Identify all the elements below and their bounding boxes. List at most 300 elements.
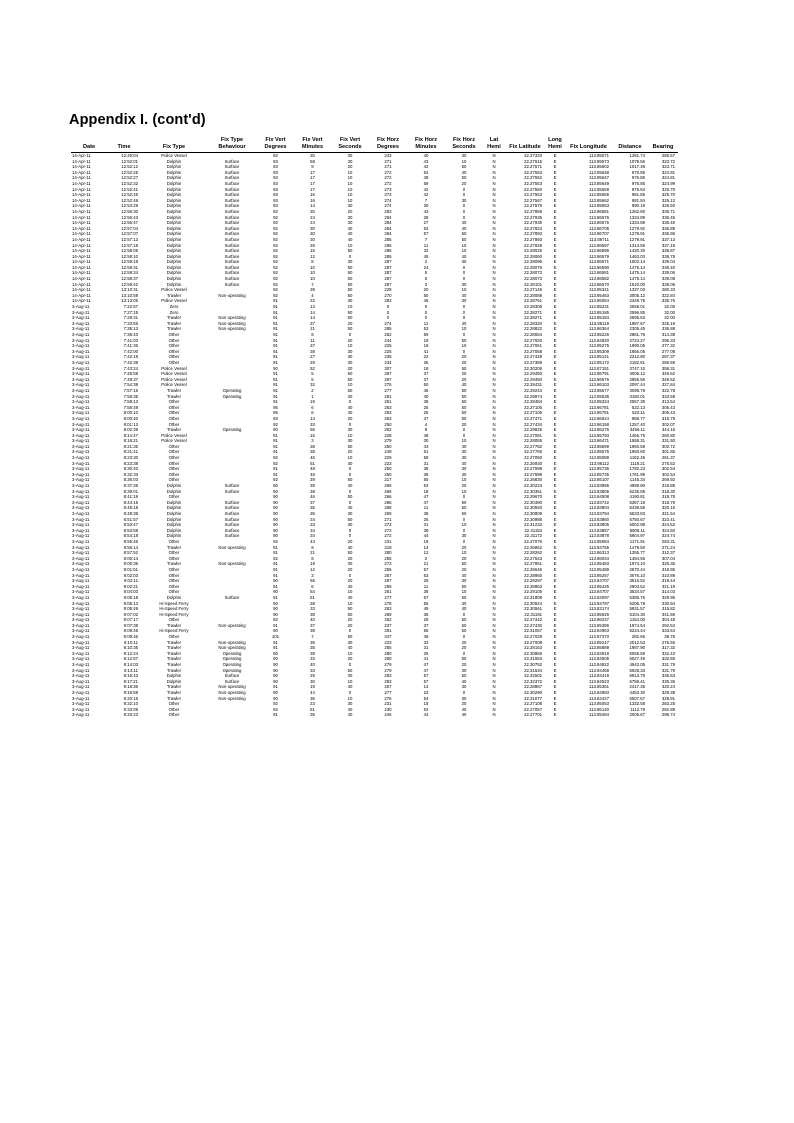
table-cell: 9:00:36 <box>123 561 138 567</box>
table-cell: 30 <box>310 231 315 237</box>
table-cell: 50 <box>461 393 467 399</box>
table-cell: 22.31232 <box>524 522 542 528</box>
table-cell: 50 <box>347 326 353 332</box>
table-cell: N <box>492 393 496 399</box>
table-cell: 44 <box>423 712 429 718</box>
table-cell: 30 <box>347 298 353 304</box>
table-cell: 22.30809 <box>524 511 542 516</box>
table-cell: 30 <box>347 438 353 444</box>
table-cell: E <box>553 695 557 701</box>
table-cell: 30 <box>347 354 353 360</box>
column-header: Fix Vert Degrees <box>257 137 294 153</box>
table-cell: 217 <box>384 477 392 483</box>
header-row <box>71 137 678 153</box>
table-cell: 22.27643 <box>524 555 542 561</box>
table-cell: 10 <box>461 242 467 248</box>
table-cell: N <box>492 673 496 679</box>
table-cell: 38 <box>310 611 315 617</box>
table-cell: 3-Aug-11 <box>72 382 90 388</box>
table-cell: Non-operating <box>218 684 246 690</box>
table-cell: Surface <box>224 180 240 186</box>
table-cell: 0 <box>348 690 352 695</box>
table-cell: 0 <box>348 527 352 533</box>
table-cell: 1017.48 <box>629 164 645 170</box>
table-cell: 30 <box>461 600 467 606</box>
table-cell: 8:53:47 <box>123 522 138 528</box>
table-cell: 3-Aug-11 <box>72 628 90 634</box>
table-cell: Non-operating <box>218 292 246 298</box>
table-cell: Surface <box>224 164 240 170</box>
table-cell: N <box>492 259 496 265</box>
table-cell: 113.83995 <box>589 483 609 489</box>
table-cell: 50 <box>347 270 353 276</box>
table-cell: N <box>492 645 496 651</box>
table-cell: 32.00 <box>664 309 675 315</box>
table-cell: Non-operating <box>218 690 246 695</box>
table-cell: 287 <box>384 281 392 287</box>
table-cell: 1987.67 <box>629 320 645 326</box>
table-cell: E <box>553 690 557 695</box>
table-cell: 3-Aug-11 <box>72 622 90 628</box>
table-cell: Dolphin <box>166 197 182 203</box>
table-cell: 22.27701 <box>524 712 542 718</box>
table-cell: 324.52 <box>661 522 675 528</box>
table-cell: 338.87 <box>661 248 675 254</box>
table-cell: E <box>553 180 557 186</box>
table-cell: 3-Aug-11 <box>72 606 90 612</box>
table-cell: 13:13:05 <box>121 298 138 304</box>
table-cell: 11 <box>310 337 315 343</box>
table-cell: 90 <box>273 667 278 673</box>
table-cell: 30 <box>347 348 353 354</box>
table-cell: 2903.62 <box>629 583 645 589</box>
table-cell: 50 <box>347 281 353 287</box>
table-cell: 12:59:37 <box>121 276 138 282</box>
table-cell: 283 <box>384 673 392 679</box>
table-cell: 10 <box>347 169 353 175</box>
table-cell: 34 <box>310 533 315 539</box>
table-cell: N <box>492 359 496 365</box>
table-cell: 14-Apr-11 <box>72 197 91 203</box>
table-cell: 10 <box>310 264 315 270</box>
table-cell: 2012.53 <box>629 639 645 645</box>
table-cell: E <box>553 175 557 181</box>
table-cell: 12:59:18 <box>121 259 138 265</box>
table-cell: E <box>553 678 557 684</box>
table-cell: 2881.76 <box>629 332 645 337</box>
table-cell: Surface <box>224 527 240 533</box>
table-cell: Other <box>168 712 180 718</box>
table-cell: 235 <box>384 354 392 360</box>
table-cell: 37 <box>310 499 315 505</box>
table-cell: N <box>492 522 496 528</box>
table-cell: 39.76 <box>664 634 675 640</box>
table-cell: 91 <box>273 544 278 550</box>
table-cell: E <box>553 455 557 461</box>
table-cell: 14-Apr-11 <box>72 214 91 220</box>
table-cell: 0 <box>462 494 466 500</box>
table-cell: 282.66 <box>631 634 645 640</box>
table-cell: 3-Aug-11 <box>72 690 90 695</box>
table-cell: Operating <box>222 387 242 393</box>
table-cell: Dolphin <box>166 527 182 533</box>
table-cell: 40 <box>347 483 353 489</box>
table-cell: 10 <box>461 488 467 494</box>
table-cell: 22.27893 <box>524 236 542 242</box>
table-cell: 5533.83 <box>629 511 645 516</box>
table-cell: 1990.05 <box>629 343 645 349</box>
table-cell: 287 <box>384 264 392 270</box>
table-cell: 12 <box>423 550 429 556</box>
table-cell: 250 <box>384 471 392 477</box>
table-cell: 337.18 <box>661 242 675 248</box>
table-cell: 273 <box>384 561 392 567</box>
table-cell: 1974.54 <box>629 622 645 628</box>
table-cell: 3516.52 <box>629 578 645 584</box>
table-cell: 10 <box>347 343 353 349</box>
table-cell: 12:56:47 <box>121 220 138 226</box>
table-cell: Other <box>168 572 180 578</box>
table-cell: 1313.55 <box>629 242 645 248</box>
table-cell: 3-Aug-11 <box>72 415 90 421</box>
table-cell: 3-Aug-11 <box>72 706 90 712</box>
table-cell: 95 <box>273 410 278 416</box>
table-cell: 7:41:36 <box>123 343 138 349</box>
table-cell: 2 <box>311 387 314 393</box>
table-cell: N <box>492 214 496 220</box>
table-cell: Surface <box>224 225 240 231</box>
table-cell: 20 <box>461 354 467 360</box>
table-cell: E <box>553 231 557 237</box>
table-cell: Non-operating <box>218 622 246 628</box>
table-cell: 45 <box>423 253 429 259</box>
table-cell <box>207 712 257 718</box>
table-cell: N <box>492 499 496 505</box>
table-cell: Trawler <box>166 544 182 550</box>
column-header: Bearing <box>648 137 678 153</box>
table-cell: 50 <box>347 309 353 315</box>
table-cell: 8:41:19 <box>123 494 138 500</box>
table-cell: 113.84983 <box>589 690 609 695</box>
table-cell: 3-Aug-11 <box>72 348 90 354</box>
table-cell: 5 <box>311 376 314 382</box>
table-cell: E <box>553 449 557 455</box>
table-cell: 91 <box>273 712 278 718</box>
table-cell: 976.85 <box>631 180 645 186</box>
table-cell: 4190.81 <box>629 494 645 500</box>
table-cell: 12:52:45 <box>121 192 138 198</box>
table-cell: 1279.91 <box>629 231 645 237</box>
table-cell: 42 <box>423 186 429 192</box>
table-cell: 38 <box>310 600 315 606</box>
table-cell: E <box>553 298 557 304</box>
table-cell: 90 <box>273 499 278 505</box>
table-cell: 22.28089 <box>524 292 542 298</box>
table-cell: 22.27076 <box>524 538 542 544</box>
table-cell: Dolphin <box>166 673 182 679</box>
table-cell: 337.13 <box>661 236 675 242</box>
table-cell: 54 <box>310 589 315 595</box>
table-cell: 9:12:57 <box>123 656 138 662</box>
table-cell: 9:09:46 <box>123 634 138 640</box>
table-cell: Dolphin <box>166 214 182 220</box>
table-cell: 11 <box>423 583 429 589</box>
table-cell: 266 <box>384 494 392 500</box>
table-cell: 11 <box>423 505 429 511</box>
table-cell: 50 <box>423 292 429 298</box>
table-cell: Trawler <box>166 667 182 673</box>
table-cell: 976.85 <box>631 175 645 181</box>
table-cell: E <box>553 404 557 410</box>
table-cell: 39 <box>310 287 315 293</box>
table-cell: 330.94 <box>661 600 675 606</box>
table-cell: 113.83804 <box>589 505 609 511</box>
table-cell: 22.31653 <box>524 656 542 662</box>
table-cell: 50 <box>461 164 467 170</box>
table-cell: N <box>492 511 496 516</box>
table-cell: 0 <box>386 304 390 310</box>
table-cell: E <box>553 164 557 170</box>
table-cell: 22.27851 <box>524 561 542 567</box>
table-cell: 285 <box>384 326 392 332</box>
table-cell: 40 <box>461 706 467 712</box>
table-cell: 40 <box>310 617 315 623</box>
table-cell: 9:02:11 <box>123 578 138 584</box>
table-cell: 12:52:32 <box>121 180 138 186</box>
table-cell: 30 <box>347 673 353 679</box>
table-cell: 223 <box>384 460 392 466</box>
table-cell: 35 <box>310 505 315 511</box>
table-cell: 22.28867 <box>524 684 542 690</box>
table-cell: 35 <box>310 645 315 651</box>
table-cell: E <box>553 572 557 578</box>
table-cell: Trawler <box>166 695 182 701</box>
table-cell: 3-Aug-11 <box>72 494 90 500</box>
table-cell: E <box>553 578 557 584</box>
table-cell: 23 <box>310 701 315 707</box>
table-cell: N <box>492 533 496 539</box>
table-cell: 22.28060 <box>524 253 542 259</box>
table-cell: 0 <box>462 264 466 270</box>
table-cell: Hi-Speed Ferry <box>159 628 189 634</box>
table-cell: 30 <box>310 236 315 242</box>
table-cell: 3 <box>311 572 314 578</box>
table-cell: N <box>492 432 496 438</box>
table-cell: E <box>553 538 557 544</box>
table-cell: 32 <box>423 248 429 254</box>
table-cell: N <box>492 253 496 259</box>
table-cell: Trawler <box>166 393 182 399</box>
table-cell: 38 <box>423 471 429 477</box>
table-cell: 91 <box>273 639 278 645</box>
table-cell: 276 <box>384 695 392 701</box>
table-cell: 3-Aug-11 <box>72 449 90 455</box>
table-cell: 3-Aug-11 <box>72 516 90 522</box>
table-cell: 53 <box>423 225 429 231</box>
column-header: Fix Horz Seconds <box>445 137 483 153</box>
table-cell: 0 <box>462 650 466 656</box>
table-cell: 22.31808 <box>524 594 542 600</box>
table-cell: 22.27333 <box>524 153 542 158</box>
table-cell: 338.75 <box>661 253 675 259</box>
table-cell: 22.27616 <box>524 158 542 164</box>
table-cell: N <box>492 690 496 695</box>
table-cell: 24 <box>310 214 315 220</box>
table-cell: 45 <box>423 298 429 304</box>
table-cell: 113.85483 <box>589 561 609 567</box>
table-cell: 50 <box>461 175 467 181</box>
table-cell: 50 <box>461 404 467 410</box>
table-cell: 22.27935 <box>524 220 542 226</box>
table-cell: 1154.00 <box>629 617 645 623</box>
table-cell: 40 <box>461 225 467 231</box>
table-cell: N <box>492 203 496 209</box>
table-cell: 20 <box>461 371 467 377</box>
table-cell: Other <box>168 337 180 343</box>
table-cell: 22.31057 <box>524 628 542 634</box>
table-cell: 22.27389 <box>524 359 542 365</box>
table-cell: 3-Aug-11 <box>72 432 90 438</box>
table-cell: 10 <box>347 455 353 461</box>
table-cell: Other <box>168 443 180 449</box>
table-cell: 9:17:21 <box>123 678 138 684</box>
table-cell: 10 <box>347 650 353 656</box>
table-cell: 14-Apr-11 <box>72 276 91 282</box>
table-cell: 321.54 <box>661 511 675 516</box>
table-cell: 41 <box>423 656 429 662</box>
table-cell: 113.84419 <box>589 673 609 679</box>
table-cell: N <box>492 583 496 589</box>
table-cell: Zero <box>169 309 179 315</box>
table-cell: N <box>492 449 496 455</box>
table-cell: E <box>553 533 557 539</box>
table-cell: N <box>492 354 496 360</box>
table-cell: N <box>492 617 496 623</box>
table-cell: 3 <box>424 281 428 287</box>
table-cell: 35 <box>310 639 315 645</box>
table-cell: Surface <box>224 673 240 679</box>
table-cell: 113.85575 <box>589 449 609 455</box>
table-cell: 2570.44 <box>629 566 645 572</box>
table-cell: Other <box>168 494 180 500</box>
table-cell: 40 <box>423 153 429 158</box>
table-cell: 8:16:21 <box>123 438 138 444</box>
table-cell: 318.30 <box>661 488 675 494</box>
table-cell: 3-Aug-11 <box>72 460 90 466</box>
column-header: Fix Vert Minutes <box>294 137 331 153</box>
table-cell: 3456.11 <box>629 427 645 433</box>
table-cell: Surface <box>224 236 240 242</box>
column-header: Date <box>71 137 107 153</box>
table-cell: 113.85226 <box>589 332 609 337</box>
table-cell: 8:48:38 <box>123 511 138 516</box>
table-cell: E <box>553 443 557 449</box>
table-cell: 7:59:49 <box>123 404 138 410</box>
table-cell: 22.27105 <box>524 410 542 416</box>
table-cell: 51 <box>310 594 315 600</box>
table-cell: 341.58 <box>661 611 675 617</box>
table-cell: 31 <box>423 645 429 651</box>
table-cell: 50 <box>347 494 353 500</box>
table-cell: 50 <box>461 399 467 405</box>
column-header: Long Hemi <box>545 137 565 153</box>
table-cell: 113.86676 <box>589 220 609 226</box>
table-cell: 228 <box>384 432 392 438</box>
table-cell: 988.77 <box>631 415 645 421</box>
table-cell: 1781.99 <box>629 471 645 477</box>
table-cell: 35 <box>423 611 429 617</box>
table-cell: Trawler <box>166 292 182 298</box>
table-cell: 113.84427 <box>589 695 609 701</box>
table-cell: 328.91 <box>661 695 675 701</box>
table-cell: 2658.01 <box>629 304 645 310</box>
table-cell: 325.70 <box>661 192 675 198</box>
table-cell: 318.79 <box>661 499 675 505</box>
table-cell: 283.25 <box>661 701 675 707</box>
table-cell: 2 <box>424 259 428 265</box>
table-cell: 113.85735 <box>589 466 609 472</box>
table-cell: 277 <box>384 387 392 393</box>
table-cell: E <box>553 505 557 511</box>
table-cell: 22.27598 <box>524 466 542 472</box>
table-cell: 302.07 <box>661 421 675 427</box>
table-cell: 252 <box>384 617 392 623</box>
table-cell: 113.86596 <box>589 248 609 254</box>
table-cell: 50 <box>347 667 353 673</box>
table-cell: 3-Aug-11 <box>72 404 90 410</box>
table-cell: 263 <box>384 606 392 612</box>
table-cell: 12:52:49 <box>121 197 138 203</box>
table-cell: 14 <box>310 203 315 209</box>
table-cell: 7:43:24 <box>123 365 138 371</box>
table-cell: 113.86276 <box>589 427 609 433</box>
table-cell: 113.86711 <box>589 236 609 242</box>
table-cell: E <box>553 326 557 332</box>
table-cell: 1502.14 <box>629 259 645 265</box>
table-cell: 243 <box>384 153 392 158</box>
table-cell: N <box>492 639 496 645</box>
table-cell: 3-Aug-11 <box>72 611 90 617</box>
table-cell: 272 <box>384 527 392 533</box>
table-cell: 272 <box>384 522 392 528</box>
table-cell: 90 <box>273 650 278 656</box>
table-cell: 55 <box>310 427 315 433</box>
table-cell: 92 <box>273 701 278 707</box>
table-cell: 93 <box>273 203 278 209</box>
table-cell: 48 <box>310 471 315 477</box>
table-cell: 113.85573 <box>589 158 609 164</box>
table-cell: Dolphin <box>166 488 182 494</box>
table-cell: Other <box>168 706 180 712</box>
table-cell: 14-Apr-11 <box>72 225 91 231</box>
table-cell: 22.28271 <box>524 309 542 315</box>
table-cell: 22.27920 <box>524 337 542 343</box>
table-cell: Other <box>168 460 180 466</box>
table-cell: N <box>492 594 496 600</box>
table-cell: N <box>492 634 496 640</box>
table-cell: 14-Apr-11 <box>72 180 91 186</box>
table-cell: 272 <box>384 175 392 181</box>
table-cell: 0 <box>462 208 466 214</box>
table-cell: 9:04:03 <box>123 589 138 595</box>
table-cell: 3-Aug-11 <box>72 332 90 337</box>
table-cell: 40 <box>461 443 467 449</box>
table-cell: 91 <box>273 684 278 690</box>
table-cell: 113.83805 <box>589 522 609 528</box>
table-cell: Operating <box>222 427 242 433</box>
table-cell: E <box>553 359 557 365</box>
table-cell: 279 <box>384 667 392 673</box>
